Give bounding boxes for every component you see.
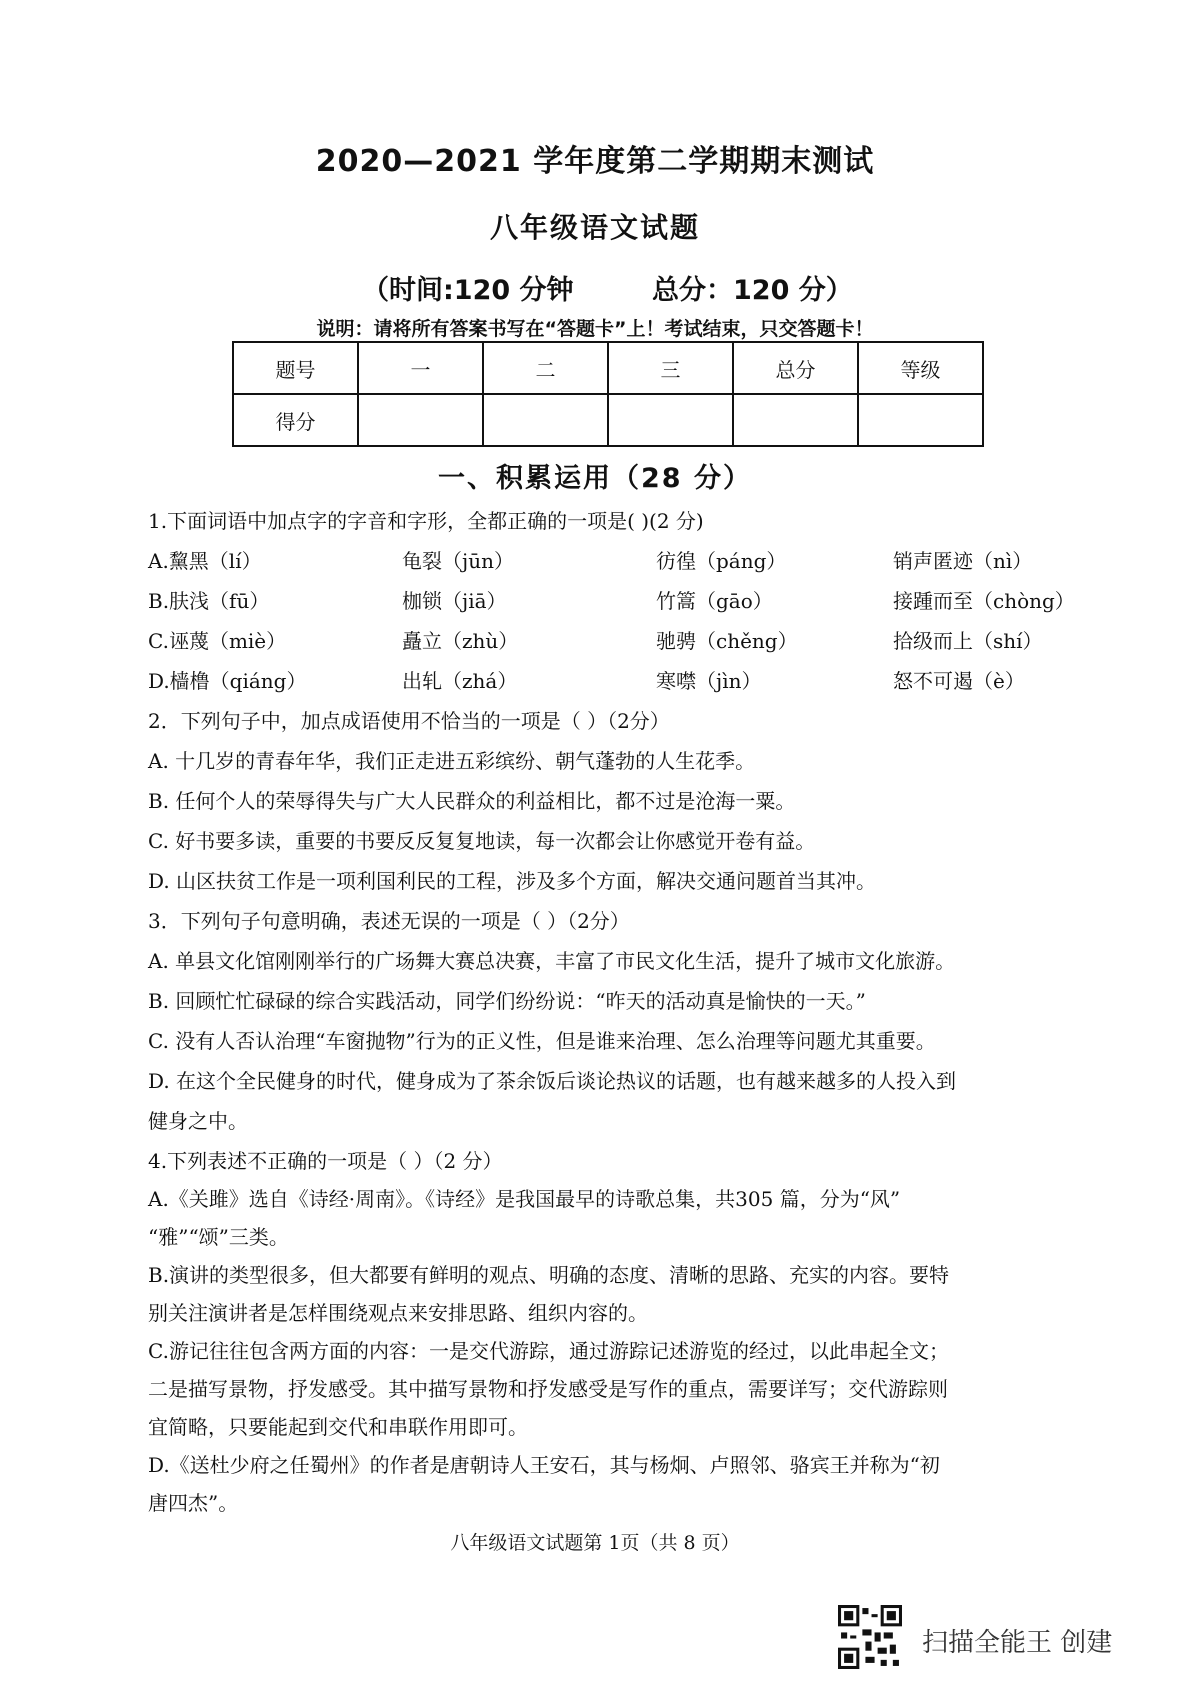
exam-title: 2020—2021 学年度第二学期期末测试 [315,144,875,179]
text-line: B.演讲的类型很多，但大都要有鲜明的观点、明确的态度、清晰的思路、充实的内容。要特 [148,1263,950,1287]
text-line: 宜简略，只要能起到交代和串联作用即可。 [148,1415,528,1439]
qr-code-icon [838,1605,902,1669]
score-table-header: 一 [358,342,483,394]
score-table-header: 三 [608,342,733,394]
exam-note: 说明：请将所有答案书写在“答题卡”上！考试结束，只交答题卡！ [316,318,874,340]
score-cell [733,394,858,446]
score-table-header: 总分 [733,342,858,394]
text-line: D. 在这个全民健身的时代，健身成为了茶余饭后谈论热议的话题，也有越来越多的人投入到 [148,1069,957,1093]
text-line: “雅”“颂”三类。 [148,1225,289,1249]
page-footer: 八年级语文试题第 1页（共 8 页） [450,1532,740,1554]
text-line: C. 没有人否认治理“车窗抛物”行为的正义性，但是谁来治理、怎么治理等问题尤其重要。 [148,1029,936,1053]
q1-option: B.肤浅（fū） [148,589,270,613]
text-line: 二是描写景物，抒发感受。其中描写景物和抒发感受是写作的重点，需要详写；交代游踪则 [148,1377,948,1401]
text-line: A. 单县文化馆刚刚举行的广场舞大赛总决赛，丰富了市民文化生活，提升了城市文化旅游。 [148,949,956,973]
score-table-row-label: 得分 [233,394,358,446]
text-line: C.游记往往包含两方面的内容：一是交代游踪，通过游踪记述游览的经过，以此串起全文； [148,1339,949,1363]
q1-option: 彷徨（páng） [656,549,787,573]
text-line: A.《关雎》选自《诗经·周南》。《诗经》是我国最早的诗歌总集，共305 篇，分为“风” [148,1187,901,1211]
q1-option: 出轧（zhá） [402,669,518,693]
score-table-score-row [233,394,983,446]
score-table-header: 二 [483,342,608,394]
section-title: 一、积累运用（28 分） [438,463,752,494]
q1-option: 龟裂（jūn） [402,549,514,573]
text-line: 健身之中。 [148,1109,248,1133]
text-line: D.《送杜少府之任蜀州》的作者是唐朝诗人王安石，其与杨炯、卢照邻、骆宾王并称为“初 [148,1453,940,1477]
q1-option: 驰骋（chěng） [656,629,798,653]
score-table-header: 等级 [858,342,983,394]
text-line: D. 山区扶贫工作是一项利国利民的工程，涉及多个方面，解决交通问题首当其冲。 [148,869,877,893]
score-cell [483,394,608,446]
exam-subtitle: 八年级语文试题 [489,211,700,244]
text-line: C. 好书要多读，重要的书要反反复复地读，每一次都会让你感觉开卷有益。 [148,829,816,853]
q1-stem: 1.下面词语中加点字的字音和字形，全都正确的一项是( )(2 分) [148,509,704,533]
q1-option: D.樯橹（qiáng） [148,669,307,693]
scanner-watermark: 扫描全能王 创建 [922,1628,1113,1658]
q1-option: 拾级而上（shí） [893,629,1043,653]
q1-option: 寒噤（jìn） [656,669,762,693]
q1-option: 矗立（zhù） [402,629,519,653]
text-line: A. 十几岁的青春年华，我们正走进五彩缤纷、朝气蓬勃的人生花季。 [148,749,756,773]
text-line: B. 回顾忙忙碌碌的综合实践活动，同学们纷纷说：“昨天的活动真是愉快的一天。” [148,989,866,1013]
text-line: 3．下列句子句意明确，表述无误的一项是（ ）（2分） [148,909,630,933]
exam-total: 总分：120 分） [652,275,853,306]
q1-option: C.诬蔑（miè） [148,629,287,653]
score-cell [858,394,983,446]
q1-option: A.黧黑（lí） [148,549,262,573]
q1-option: 怒不可遏（è） [893,669,1025,693]
q1-option: 接踵而至（chòng） [893,589,1075,613]
text-line: 2．下列句子中，加点成语使用不恰当的一项是（ ）（2分） [148,709,670,733]
exam-time: （时间:120 分钟 [362,275,574,306]
q1-option: 竹篙（gāo） [656,589,773,613]
q1-option: 枷锁（jiā） [402,589,507,613]
q1-option: 销声匿迹（nì） [893,549,1033,573]
score-cell [358,394,483,446]
text-line: 唐四杰”。 [148,1491,239,1515]
score-table-header: 题号 [233,342,358,394]
score-cell [608,394,733,446]
score-table [232,341,984,447]
score-table-header-row [233,342,983,394]
text-line: B. 任何个人的荣辱得失与广大人民群众的利益相比，都不过是沧海一粟。 [148,789,796,813]
text-line: 4.下列表述不正确的一项是（ ）（2 分） [148,1149,503,1173]
text-line: 别关注演讲者是怎样围绕观点来安排思路、组织内容的。 [148,1301,648,1325]
